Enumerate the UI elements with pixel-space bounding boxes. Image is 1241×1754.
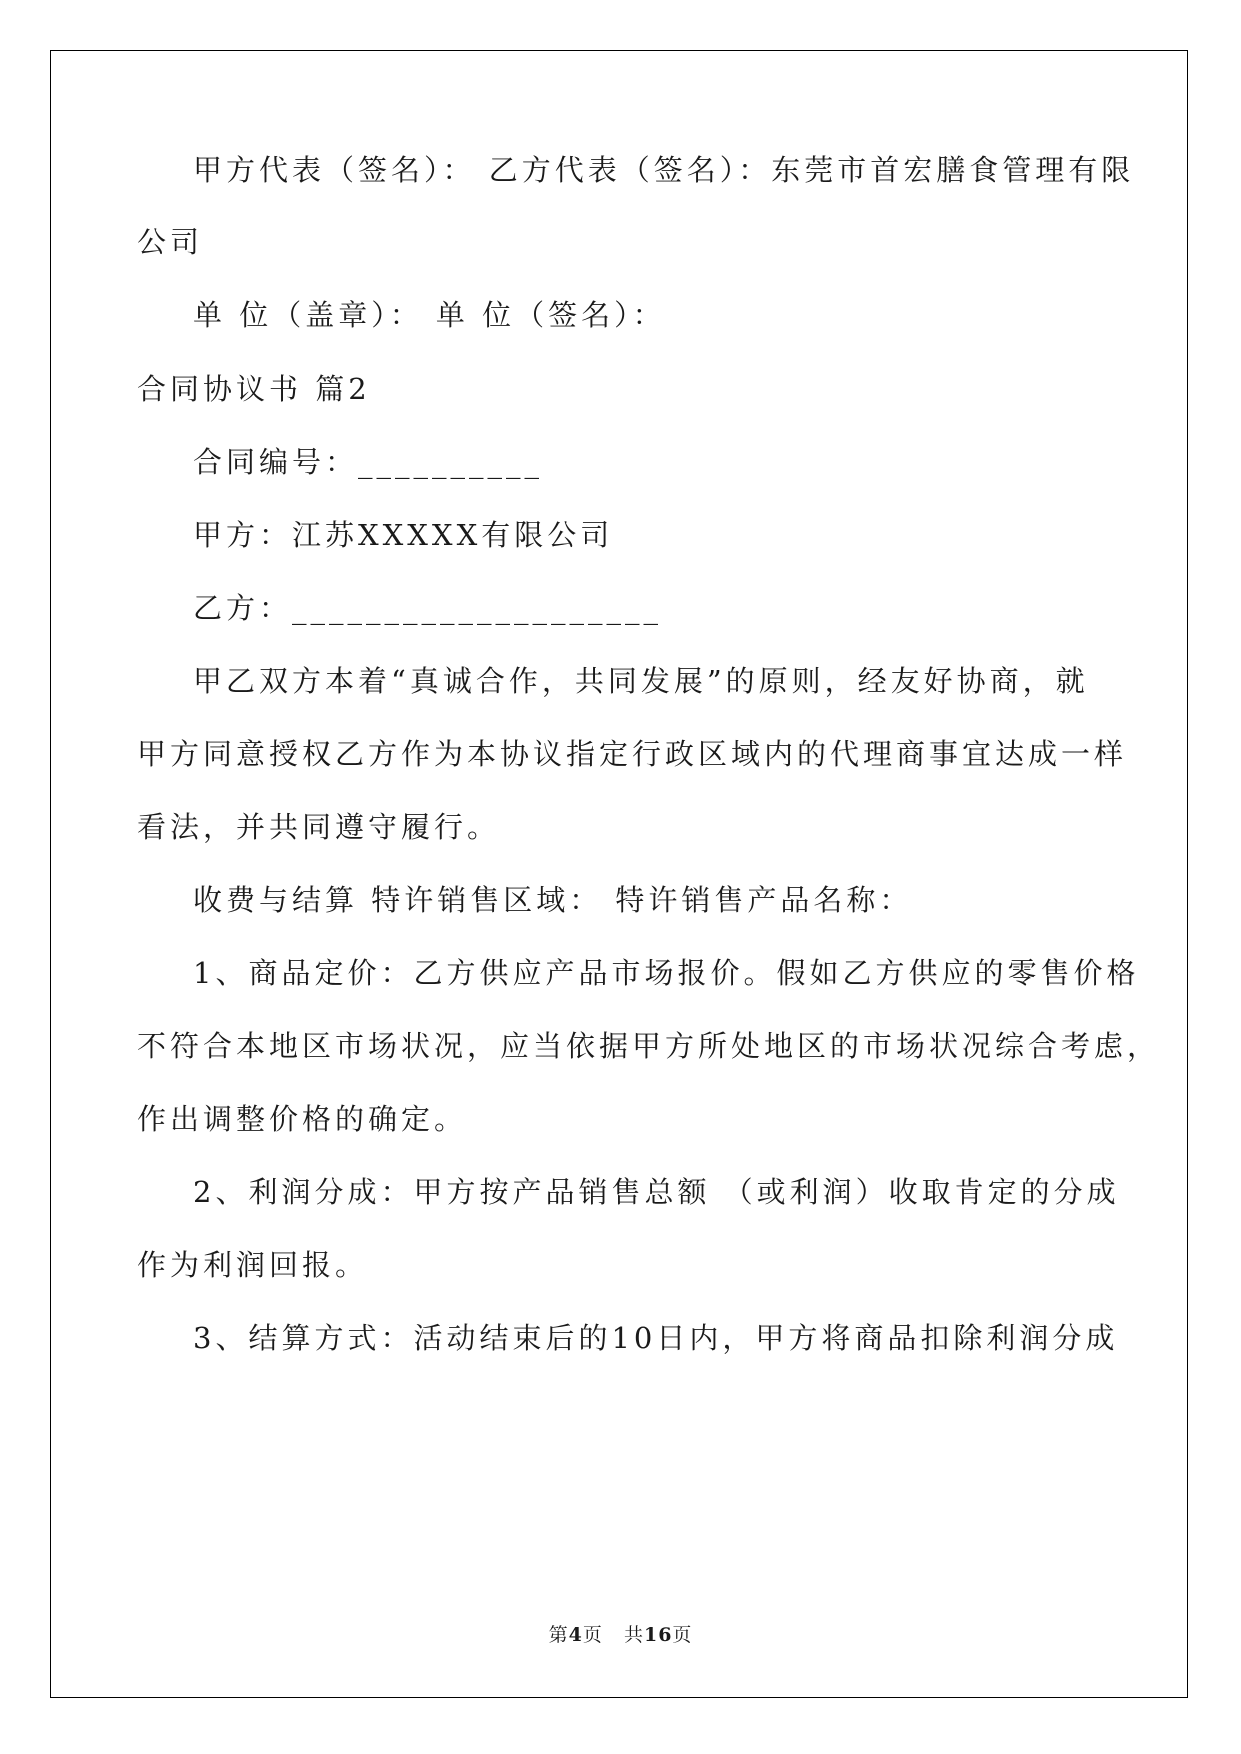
section-heading: 合同协议书 篇2	[137, 372, 371, 406]
paragraph-unit-line: 单 位（盖章）： 单 位（签名）：	[193, 298, 666, 332]
clause-1: 1、商品定价：乙方供应产品市场报价。假如乙方供应的零售价格	[193, 956, 1140, 990]
total-prefix: 共	[623, 1624, 644, 1646]
page-number: 4	[568, 1624, 583, 1646]
total-suffix: 页	[672, 1624, 693, 1646]
page-suffix: 页	[582, 1624, 603, 1646]
clause-2-end: 作为利润回报。	[137, 1248, 369, 1282]
paragraph-intro-cont: 甲方同意授权乙方作为本协议指定行政区域内的代理商事宜达成一样	[137, 737, 1128, 771]
clause-2: 2、利润分成：甲方按产品销售总额 （或利润）收取肯定的分成	[193, 1175, 1120, 1209]
clause-1-end: 作出调整价格的确定。	[137, 1102, 468, 1136]
paragraph-signature-line-cont: 公司	[137, 225, 204, 259]
page-footer	[0, 1620, 1241, 1647]
clause-1-cont: 不符合本地区市场状况，应当依据甲方所处地区的市场状况综合考虑，	[137, 1029, 1161, 1063]
party-b-line: 乙方：____________________	[193, 591, 663, 625]
page-prefix: 第	[548, 1624, 569, 1646]
clause-3: 3、结算方式：活动结束后的10日内，甲方将商品扣除利润分成	[193, 1321, 1119, 1355]
party-a-line: 甲方：江苏XXXXX有限公司	[193, 518, 614, 552]
contract-number-field: 合同编号：__________	[193, 445, 544, 479]
paragraph-intro: 甲乙双方本着“真诚合作，共同发展”的原则，经友好协商，就	[193, 664, 1089, 698]
total-pages: 16	[643, 1624, 673, 1646]
paragraph-fees-heading: 收费与结算 特许销售区域： 特许销售产品名称：	[193, 883, 913, 917]
paragraph-signature-line: 甲方代表（签名）： 乙方代表（签名）：东莞市首宏膳食管理有限	[193, 153, 1135, 187]
paragraph-intro-end: 看法，并共同遵守履行。	[137, 810, 501, 844]
